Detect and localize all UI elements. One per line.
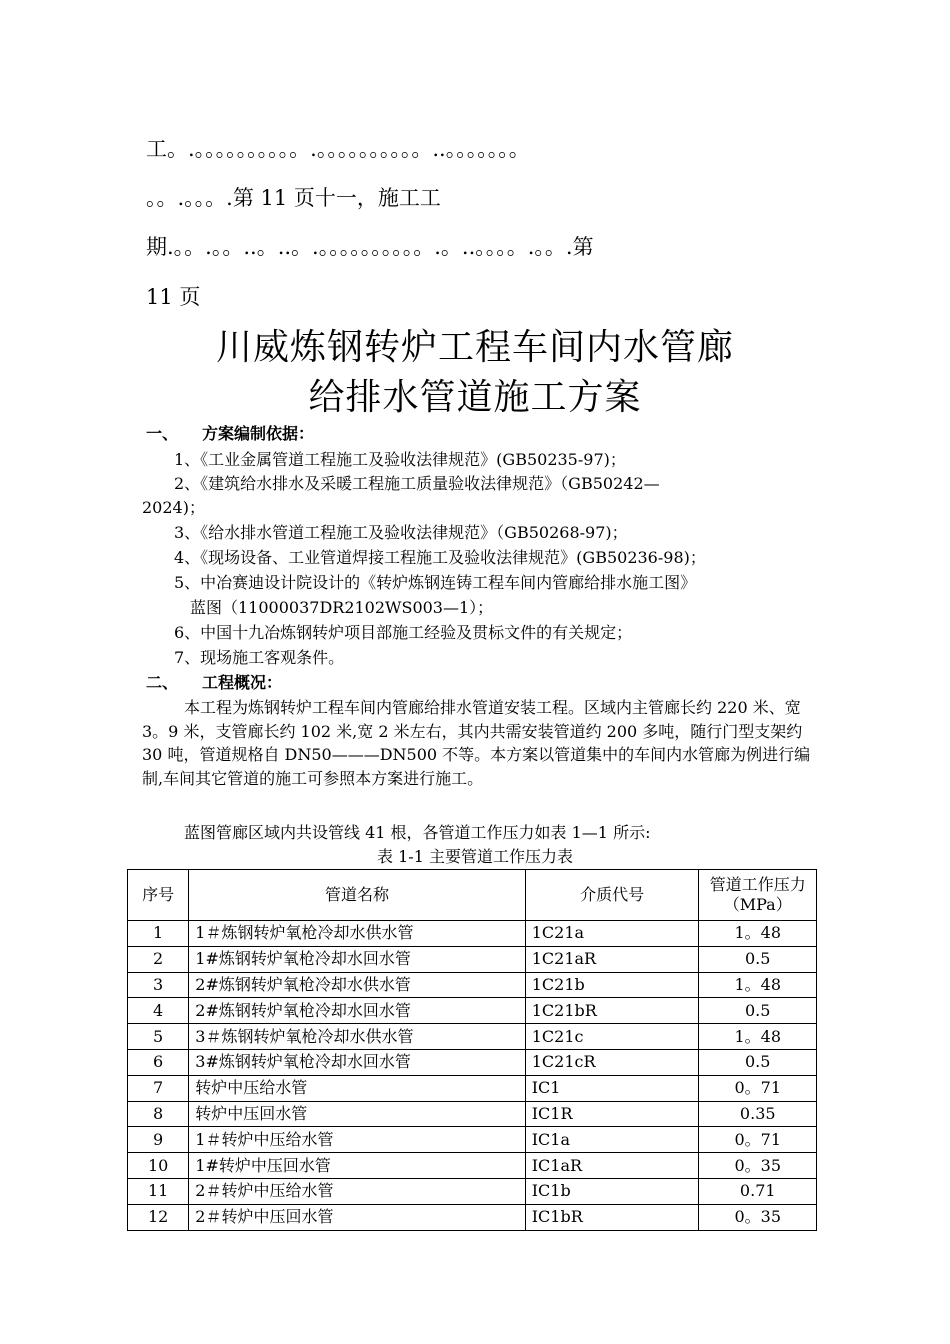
cell-name: 3#炼钢转炉氧枪冷却水回水管 xyxy=(189,1049,525,1075)
cell-pressure: 0.71 xyxy=(699,1178,817,1204)
cell-code: IC1aR xyxy=(525,1153,699,1179)
basis-item-3: 3、《给水排水管道工程施工及验收法律规范》（GB50268-97)； xyxy=(174,523,628,542)
cell-name: 2#炼钢转炉氧枪冷却水供水管 xyxy=(189,972,525,998)
cell-code: IC1b xyxy=(525,1178,699,1204)
cell-code: IC1R xyxy=(525,1101,699,1127)
table-row xyxy=(128,1024,817,1050)
section-2-heading xyxy=(146,672,282,694)
table-row xyxy=(128,1049,817,1075)
basis-item-1: 1、《工业金属管道工程施工及验收法律规范》(GB50235-97)； xyxy=(174,450,626,469)
toc-line-1: 工。.。。。。。。。。。。.。。。。。。。。。。..。。。。。。。 xyxy=(146,137,530,161)
cell-no: 11 xyxy=(128,1178,189,1204)
cell-name: 2#炼钢转炉氧枪冷却水回水管 xyxy=(189,998,525,1024)
cell-name: 1#炼钢转炉氧枪冷却水回水管 xyxy=(189,946,525,972)
cell-no: 1 xyxy=(128,921,189,947)
cell-pressure: 0。71 xyxy=(699,1075,817,1101)
toc-line-2: 。。.。。。.第 11 页十一，施工工 xyxy=(146,186,441,210)
toc-line-3: 期.。。.。。..。..。.。。。。。。。。。。.。..。。。。.。。.第 xyxy=(146,235,594,259)
basis-item-6: 6、中国十九冶炼钢转炉项目部施工经验及贯标文件的有关规定； xyxy=(174,623,633,642)
cell-name: 1＃炼钢转炉氧枪冷却水供水管 xyxy=(189,921,525,947)
cell-name: 1＃转炉中压给水管 xyxy=(189,1127,525,1153)
document-title-line-1: 川威炼钢转炉工程车间内水管廊 xyxy=(215,327,734,368)
cell-code: IC1a xyxy=(525,1127,699,1153)
table-row xyxy=(128,1075,817,1101)
basis-item-2-cont: 2024)； xyxy=(142,498,205,517)
table-row xyxy=(128,998,817,1024)
cell-pressure: 1。48 xyxy=(699,921,817,947)
header-name: 管道名称 xyxy=(189,870,525,921)
basis-item-4: 4、《现场设备、工业管道焊接工程施工及验收法律规范》(GB50236-98)； xyxy=(174,548,706,567)
cell-pressure: 0.5 xyxy=(699,998,817,1024)
header-pressure: 管道工作压力（MPa） xyxy=(699,870,817,921)
cell-code: IC1bR xyxy=(525,1204,699,1230)
section-1-heading xyxy=(146,423,314,445)
cell-pressure: 0.5 xyxy=(699,1049,817,1075)
table-caption: 表 1-1 主要管道工作压力表 xyxy=(377,847,573,866)
cell-pressure: 1。48 xyxy=(699,972,817,998)
section-2-number: 二、 xyxy=(146,673,179,692)
cell-code: IC1 xyxy=(525,1075,699,1101)
cell-name: 转炉中压回水管 xyxy=(189,1101,525,1127)
section-2-title: 工程概况： xyxy=(202,673,283,692)
cell-no: 12 xyxy=(128,1204,189,1230)
basis-item-5: 5、中冶赛迪设计院设计的《转炉炼钢连铸工程车间内管廊给排水施工图》 xyxy=(174,573,697,592)
cell-no: 7 xyxy=(128,1075,189,1101)
table-row xyxy=(128,1127,817,1153)
section-1-title: 方案编制依据： xyxy=(202,424,315,443)
cell-code: 1C21aR xyxy=(525,946,699,972)
basis-item-2: 2、《建筑给水排水及采暖工程施工质量验收法律规范》（GB50242— xyxy=(174,474,660,493)
table-row xyxy=(128,972,817,998)
cell-name: 2＃转炉中压给水管 xyxy=(189,1178,525,1204)
cell-pressure: 0.35 xyxy=(699,1101,817,1127)
cell-no: 9 xyxy=(128,1127,189,1153)
cell-name: 3＃炼钢转炉氧枪冷却水供水管 xyxy=(189,1024,525,1050)
cell-no: 10 xyxy=(128,1153,189,1179)
cell-pressure: 0。71 xyxy=(699,1127,817,1153)
cell-name: 2＃转炉中压回水管 xyxy=(189,1204,525,1230)
cell-name: 1#转炉中压回水管 xyxy=(189,1153,525,1179)
header-code: 介质代号 xyxy=(525,870,699,921)
document-title-line-2: 给排水管道施工方案 xyxy=(308,377,642,418)
toc-line-4: 11 页 xyxy=(146,285,201,309)
cell-code: 1C21c xyxy=(525,1024,699,1050)
cell-no: 3 xyxy=(128,972,189,998)
basis-item-5-cont: 蓝图（11000037DR2102WS003—1）； xyxy=(190,598,494,617)
table-row xyxy=(128,1153,817,1179)
table-header-row xyxy=(128,870,817,921)
cell-no: 8 xyxy=(128,1101,189,1127)
pipeline-count-paragraph: 蓝图管廊区域内共设管线 41 根，各管道工作压力如表 1—1 所示: xyxy=(184,823,651,842)
basis-item-7: 7、现场施工客观条件。 xyxy=(174,648,345,667)
table-row xyxy=(128,1178,817,1204)
cell-pressure: 1。48 xyxy=(699,1024,817,1050)
cell-code: 1C21cR xyxy=(525,1049,699,1075)
cell-name: 转炉中压给水管 xyxy=(189,1075,525,1101)
cell-no: 6 xyxy=(128,1049,189,1075)
cell-code: 1C21bR xyxy=(525,998,699,1024)
pressure-table xyxy=(127,869,817,1231)
cell-pressure: 0。35 xyxy=(699,1204,817,1230)
cell-code: 1C21b xyxy=(525,972,699,998)
cell-no: 2 xyxy=(128,946,189,972)
overview-paragraph: 本工程为炼钢转炉工程车间内管廊给排水管道安装工程。区域内主管廊长约 220 米、宽 3。9 米，支管廊长约 102 米,宽 2 米左右，其内共需安装管道约 200 多吨，随行门型支架约 30 吨，管道规格自 DN50———DN500 不等。本方案以管道集中的车间内水管廊为例进行编制,车间其它管道的施工可参照本方案进行施工。 xyxy=(142,698,811,788)
table-row xyxy=(128,921,817,947)
table-row xyxy=(128,946,817,972)
header-no: 序号 xyxy=(128,870,189,921)
cell-no: 5 xyxy=(128,1024,189,1050)
table-row xyxy=(128,1204,817,1230)
cell-code: 1C21a xyxy=(525,921,699,947)
cell-pressure: 0.5 xyxy=(699,946,817,972)
cell-no: 4 xyxy=(128,998,189,1024)
section-1-number: 一、 xyxy=(146,424,179,443)
cell-pressure: 0。35 xyxy=(699,1153,817,1179)
table-row xyxy=(128,1101,817,1127)
